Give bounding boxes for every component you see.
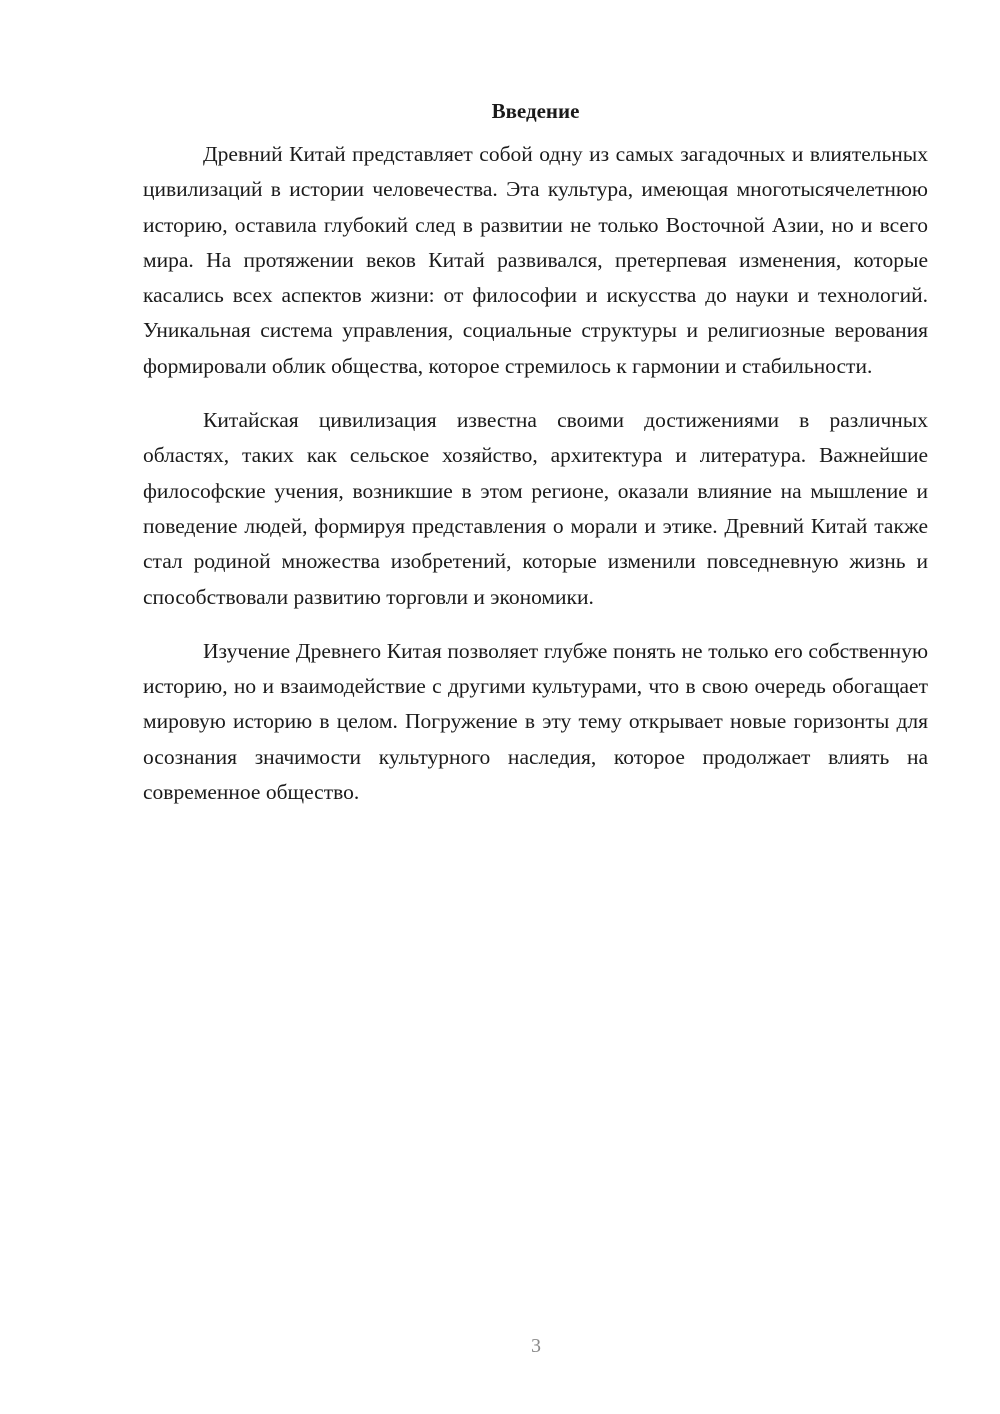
page-content — [143, 95, 928, 829]
page-number: 3 — [531, 1335, 541, 1357]
paragraph-1: Древний Китай представляет собой одну из самых загадочных и влиятельных цивилизаций в истории человечества. Эта культура, имеющая многотысячелетнюю историю, оставила глубокий след в развитии не только Восточной Азии, но и всего мира. На протяжении веков Китай развивался, претерпевая изменения, которые касались всех аспектов жизни: от философии и искусства до науки и технологий. Уникальная система управления, социальные структуры и религиозные верования формировали облик общества, которое стремилось к гармонии и стабильности. — [143, 142, 928, 378]
section-heading: Введение — [491, 99, 580, 123]
paragraph-3: Изучение Древнего Китая позволяет глубже понять не только его собственную историю, но и взаимодействие с другими культурами, что в свою очередь обогащает мировую историю в целом. Погружение в эту тему открывает новые горизонты для осознания значимости культурного наследия, которое продолжает влиять на современное общество. — [143, 638, 928, 805]
paragraph-2: Китайская цивилизация известна своими достижениями в различных областях, таких как сельское хозяйство, архитектура и литература. Важнейшие философские учения, возникшие в этом регионе, оказали влияние на мышление и поведение людей, формируя представления о морали и этике. Древний Китай также стал родиной множества изобретений, которые изменили повседневную жизнь и способствовали развитию торговли и экономики. — [143, 408, 928, 609]
